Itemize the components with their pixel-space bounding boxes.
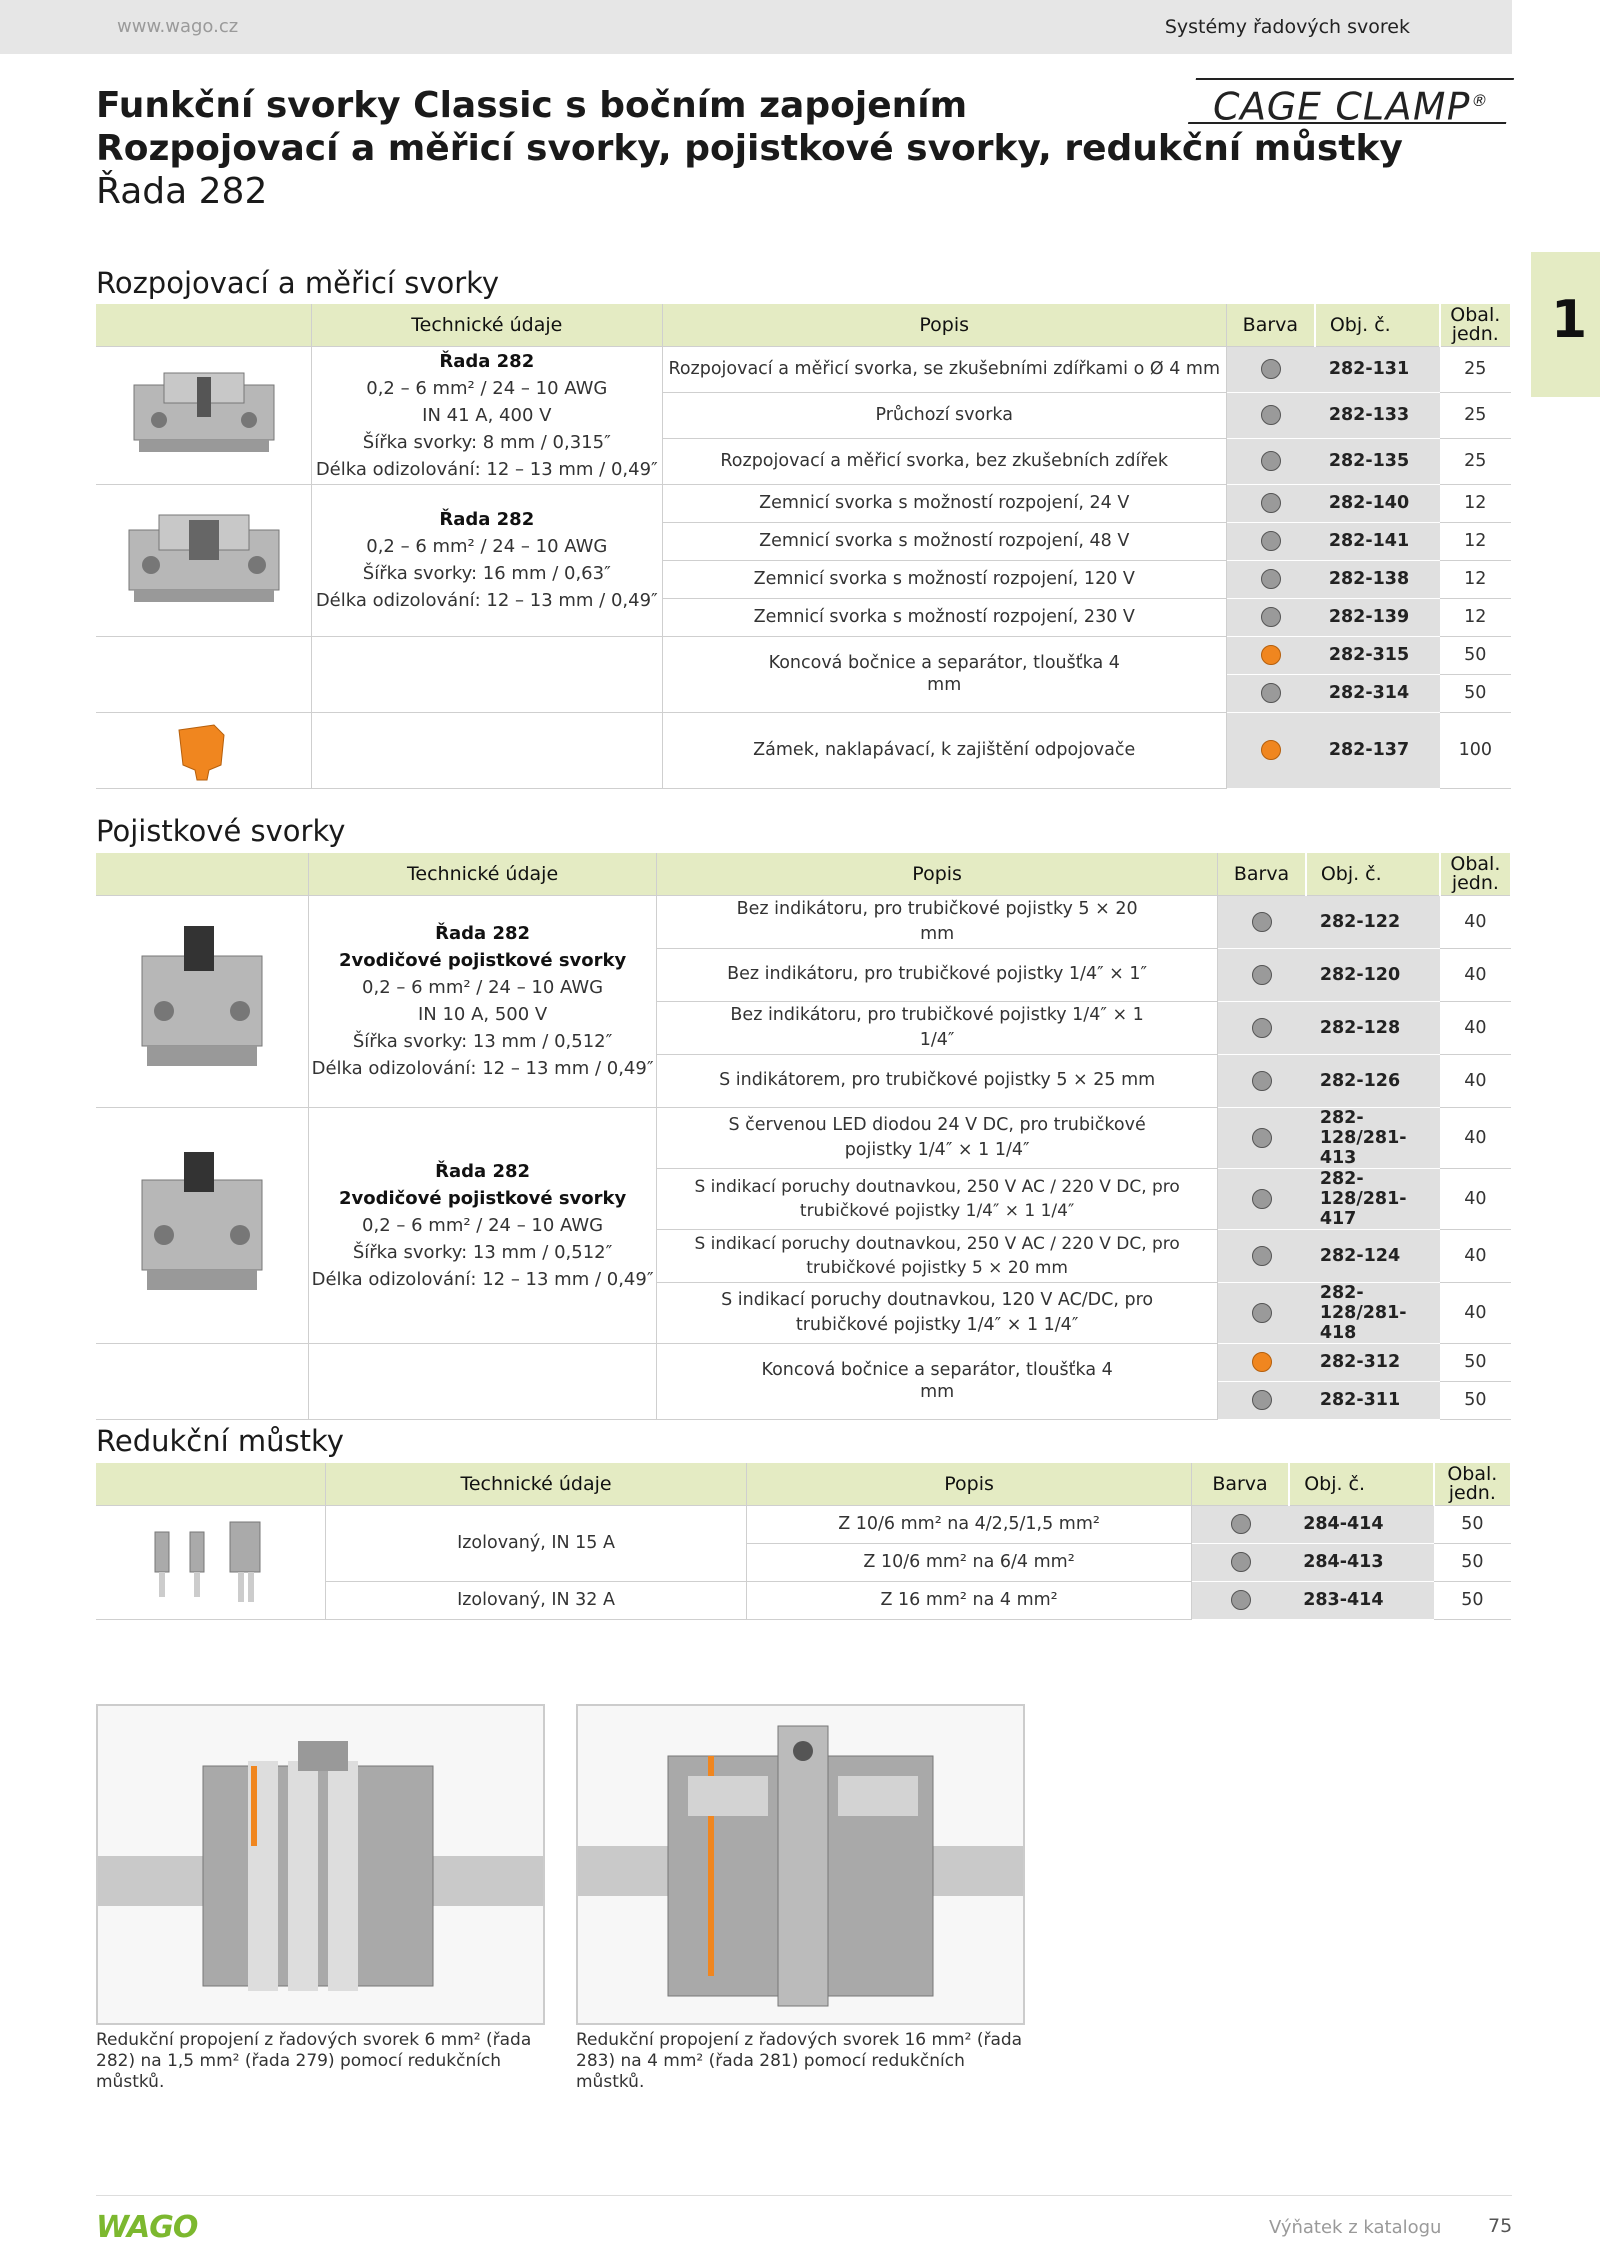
gray-dot-icon xyxy=(1252,912,1272,932)
order-number: 282-133 xyxy=(1315,392,1440,438)
orange-dot-icon xyxy=(1261,740,1281,760)
pack-unit: 40 xyxy=(1440,948,1511,1001)
pack-unit: 40 xyxy=(1440,1282,1511,1343)
photo-reduction-282 xyxy=(96,1704,545,2025)
section-name: Systémy řadových svorek xyxy=(1164,16,1410,38)
product-image xyxy=(96,346,312,484)
row-desc: Bez indikátoru, pro trubičkové pojistky 1/4″ × 1 1/4″ xyxy=(657,1001,1218,1054)
gray-dot-icon xyxy=(1252,1189,1272,1209)
product-image xyxy=(96,1505,325,1619)
gray-dot-icon xyxy=(1261,493,1281,513)
row-desc: Z 16 mm² na 4 mm² xyxy=(747,1581,1192,1619)
wago-logo: WAGO xyxy=(96,2210,198,2245)
orange-dot-icon xyxy=(1261,645,1281,665)
title-line-1: Funkční svorky Classic s bočním zapojením xyxy=(96,85,968,126)
col-tech: Technické údaje xyxy=(309,853,657,895)
order-number: 282-131 xyxy=(1315,346,1440,392)
gray-dot-icon xyxy=(1252,1246,1272,1266)
product-image xyxy=(96,895,309,1107)
orange-dot-icon xyxy=(1252,1352,1272,1372)
gray-dot-icon xyxy=(1261,405,1281,425)
order-number: 282-315 xyxy=(1315,636,1440,674)
pack-unit: 50 xyxy=(1434,1505,1511,1543)
gray-dot-icon xyxy=(1252,1303,1272,1323)
table-row xyxy=(96,484,1511,522)
color-dot xyxy=(1226,346,1314,392)
pack-unit: 40 xyxy=(1440,1107,1511,1168)
col-tech: Technické údaje xyxy=(325,1463,746,1505)
pack-unit: 40 xyxy=(1440,1001,1511,1054)
col-pack: Obal. jedn. xyxy=(1434,1463,1511,1505)
row-desc: Koncová bočnice a separátor, tloušťka 4 mm xyxy=(657,1343,1218,1419)
pack-unit: 50 xyxy=(1440,636,1511,674)
caption-left: Redukční propojení z řadových svorek 6 mm² (řada 282) na 1,5 mm² (řada 279) pomocí redukčních můstků. xyxy=(96,2030,532,2092)
tech-specs: Izolovaný, IN 15 A xyxy=(325,1505,746,1581)
pack-unit: 12 xyxy=(1440,522,1511,560)
order-number: 282-314 xyxy=(1315,674,1440,712)
section-heading-fuse: Pojistkové svorky xyxy=(96,814,346,848)
order-number: 282-126 xyxy=(1306,1054,1440,1107)
gray-dot-icon xyxy=(1231,1590,1251,1610)
order-number: 282-138 xyxy=(1315,560,1440,598)
col-color: Barva xyxy=(1226,304,1314,346)
order-number: 282-135 xyxy=(1315,438,1440,484)
gray-dot-icon xyxy=(1252,1128,1272,1148)
row-desc: S indikací poruchy doutnavkou, 250 V AC / 220 V DC, pro trubičkové pojistky 1/4″ × 1 1/4″ xyxy=(657,1168,1218,1229)
order-number: 282-122 xyxy=(1306,895,1440,948)
row-desc: Z 10/6 mm² na 4/2,5/1,5 mm² xyxy=(747,1505,1192,1543)
gray-dot-icon xyxy=(1231,1552,1251,1572)
order-number: 282-128/281-418 xyxy=(1306,1282,1440,1343)
gray-dot-icon xyxy=(1252,1018,1272,1038)
gray-dot-icon xyxy=(1252,1071,1272,1091)
gray-dot-icon xyxy=(1261,451,1281,471)
order-number: 282-139 xyxy=(1315,598,1440,636)
pack-unit: 40 xyxy=(1440,1168,1511,1229)
order-number: 282-140 xyxy=(1315,484,1440,522)
order-number: 284-413 xyxy=(1289,1543,1434,1581)
pack-unit: 100 xyxy=(1440,712,1511,788)
top-bar xyxy=(0,0,1512,54)
tech-specs: Řada 282 2vodičové pojistkové svorky 0,2 – 6 mm² / 24 – 10 AWG Šířka svorky: 13 mm / 0,512″ Délka odizolování: 12 – 13 mm / 0,49″ xyxy=(309,1107,657,1343)
photo-reduction-283 xyxy=(576,1704,1025,2025)
tech-specs: Řada 282 0,2 – 6 mm² / 24 – 10 AWG Šířka svorky: 16 mm / 0,63″ Délka odizolování: 12 – 13 mm / 0,49″ xyxy=(312,484,663,636)
section-heading-disconnect: Rozpojovací a měřicí svorky xyxy=(96,266,500,300)
order-number: 282-124 xyxy=(1306,1229,1440,1282)
section-heading-reduction: Redukční můstky xyxy=(96,1424,344,1458)
col-order: Obj. č. xyxy=(1306,853,1440,895)
pack-unit: 50 xyxy=(1440,674,1511,712)
row-desc: Zemnicí svorka s možností rozpojení, 230 V xyxy=(662,598,1226,636)
col-color: Barva xyxy=(1218,853,1306,895)
product-image xyxy=(96,712,312,788)
website-url: www.wago.cz xyxy=(117,16,239,37)
row-desc: Zemnicí svorka s možností rozpojení, 24 V xyxy=(662,484,1226,522)
table-row xyxy=(96,895,1511,948)
row-desc: S indikací poruchy doutnavkou, 250 V AC / 220 V DC, pro trubičkové pojistky 5 × 20 mm xyxy=(657,1229,1218,1282)
order-number: 282-312 xyxy=(1306,1343,1440,1381)
gray-dot-icon xyxy=(1252,1390,1272,1410)
footer-catalog: Výňatek z katalogu xyxy=(1269,2217,1442,2238)
gray-dot-icon xyxy=(1261,531,1281,551)
product-image xyxy=(96,484,312,636)
pack-unit: 40 xyxy=(1440,1054,1511,1107)
row-desc: Z 10/6 mm² na 6/4 mm² xyxy=(747,1543,1192,1581)
gray-dot-icon xyxy=(1261,569,1281,589)
col-color: Barva xyxy=(1191,1463,1289,1505)
row-desc: Koncová bočnice a separátor, tloušťka 4 mm xyxy=(662,636,1226,712)
gray-dot-icon xyxy=(1261,607,1281,627)
pack-unit: 25 xyxy=(1440,392,1511,438)
col-order: Obj. č. xyxy=(1289,1463,1434,1505)
footer-divider xyxy=(96,2195,1512,2196)
row-desc: S indikátorem, pro trubičkové pojistky 5 × 25 mm xyxy=(657,1054,1218,1107)
title-line-2: Rozpojovací a měřicí svorky, pojistkové svorky, redukční můstky xyxy=(96,128,1403,169)
fuse-table xyxy=(96,853,1512,1420)
order-number: 282-120 xyxy=(1306,948,1440,1001)
pack-unit: 12 xyxy=(1440,598,1511,636)
order-number: 284-414 xyxy=(1289,1505,1434,1543)
order-number: 283-414 xyxy=(1289,1581,1434,1619)
tech-specs: Řada 282 0,2 – 6 mm² / 24 – 10 AWG IN 41 A, 400 V Šířka svorky: 8 mm / 0,315″ Délka odizolování: 12 – 13 mm / 0,49″ xyxy=(312,346,663,484)
tech-specs: Řada 282 2vodičové pojistkové svorky 0,2 – 6 mm² / 24 – 10 AWG IN 10 A, 500 V Šířka svorky: 13 mm / 0,512″ Délka odizolování: 12 – 13 mm / 0,49″ xyxy=(309,895,657,1107)
cage-clamp-logo: CAGE CLAMP® xyxy=(1188,78,1514,124)
row-desc: S indikací poruchy doutnavkou, 120 V AC/DC, pro trubičkové pojistky 1/4″ × 1 1/4″ xyxy=(657,1282,1218,1343)
caption-right: Redukční propojení z řadových svorek 16 mm² (řada 283) na 4 mm² (řada 281) pomocí redukčních můstků. xyxy=(576,2030,1023,2092)
col-desc: Popis xyxy=(747,1463,1192,1505)
col-pack: Obal. jedn. xyxy=(1440,853,1511,895)
pack-unit: 50 xyxy=(1440,1343,1511,1381)
table-row xyxy=(96,346,1511,392)
title-line-3: Řada 282 xyxy=(96,171,268,212)
gray-dot-icon xyxy=(1261,359,1281,379)
pack-unit: 40 xyxy=(1440,1229,1511,1282)
order-number: 282-141 xyxy=(1315,522,1440,560)
table-row xyxy=(96,1343,1511,1381)
pack-unit: 50 xyxy=(1434,1581,1511,1619)
pack-unit: 12 xyxy=(1440,560,1511,598)
disconnect-table xyxy=(96,304,1512,789)
row-desc: Zámek, naklapávací, k zajištění odpojovače xyxy=(662,712,1226,788)
order-number: 282-128/281-417 xyxy=(1306,1168,1440,1229)
row-desc: Průchozí svorka xyxy=(662,392,1226,438)
row-desc: Zemnicí svorka s možností rozpojení, 48 V xyxy=(662,522,1226,560)
pack-unit: 40 xyxy=(1440,895,1511,948)
row-desc: Rozpojovací a měřicí svorka, se zkušebními zdířkami o Ø 4 mm xyxy=(662,346,1226,392)
pack-unit: 25 xyxy=(1440,346,1511,392)
pack-unit: 12 xyxy=(1440,484,1511,522)
row-desc: Rozpojovací a měřicí svorka, bez zkušebních zdířek xyxy=(662,438,1226,484)
gray-dot-icon xyxy=(1261,683,1281,703)
gray-dot-icon xyxy=(1252,965,1272,985)
reduction-table xyxy=(96,1463,1512,1620)
chapter-tab: 1 xyxy=(1531,252,1600,397)
col-order: Obj. č. xyxy=(1315,304,1440,346)
tech-specs: Izolovaný, IN 32 A xyxy=(325,1581,746,1619)
table-row xyxy=(96,1505,1511,1543)
table-row xyxy=(96,712,1511,788)
pack-unit: 25 xyxy=(1440,438,1511,484)
order-number: 282-128/281-413 xyxy=(1306,1107,1440,1168)
order-number: 282-137 xyxy=(1315,712,1440,788)
pack-unit: 50 xyxy=(1440,1381,1511,1419)
table-row xyxy=(96,1107,1511,1168)
row-desc: Bez indikátoru, pro trubičkové pojistky 1/4″ × 1″ xyxy=(657,948,1218,1001)
order-number: 282-311 xyxy=(1306,1381,1440,1419)
row-desc: S červenou LED diodou 24 V DC, pro trubičkové pojistky 1/4″ × 1 1/4″ xyxy=(657,1107,1218,1168)
gray-dot-icon xyxy=(1231,1514,1251,1534)
col-pack: Obal. jedn. xyxy=(1440,304,1511,346)
product-image xyxy=(96,1107,309,1343)
pack-unit: 50 xyxy=(1434,1543,1511,1581)
page-number: 75 xyxy=(1488,2215,1513,2237)
table-row xyxy=(96,636,1511,674)
col-desc: Popis xyxy=(657,853,1218,895)
col-desc: Popis xyxy=(662,304,1226,346)
row-desc: Zemnicí svorka s možností rozpojení, 120 V xyxy=(662,560,1226,598)
order-number: 282-128 xyxy=(1306,1001,1440,1054)
row-desc: Bez indikátoru, pro trubičkové pojistky 5 × 20 mm xyxy=(657,895,1218,948)
col-tech: Technické údaje xyxy=(312,304,663,346)
